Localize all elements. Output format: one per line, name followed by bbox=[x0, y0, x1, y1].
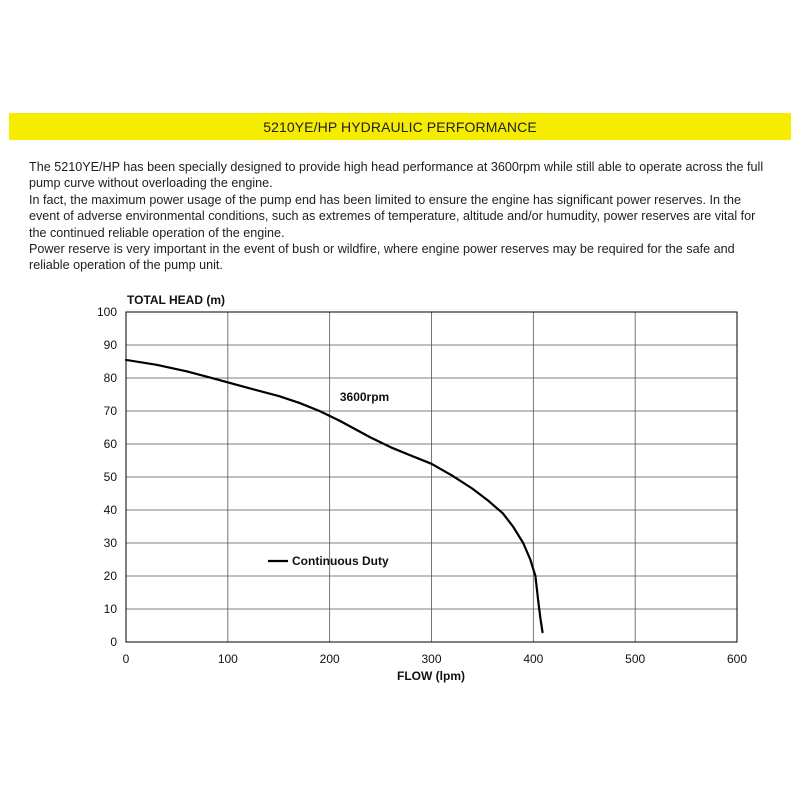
y-tick-label: 50 bbox=[103, 470, 117, 484]
x-tick-labels bbox=[123, 652, 748, 666]
y-axis-label: TOTAL HEAD (m) bbox=[127, 293, 225, 307]
banner-title: 5210YE/HP HYDRAULIC PERFORMANCE bbox=[263, 118, 537, 135]
description-paragraph-3: Power reserve is very important in the event of bush or wildfire, where engine power reserves may be required for the safe and reliable operation of the pump unit. bbox=[29, 242, 735, 273]
series-line-continuous-duty bbox=[126, 360, 543, 632]
description-paragraph-1: The 5210YE/HP has been specially designed to provide high head performance at 3600rpm while still able to operate across the full pump curve without overloading the engine. bbox=[29, 160, 764, 191]
y-tick-label: 10 bbox=[103, 602, 117, 616]
legend bbox=[268, 554, 389, 568]
y-tick-label: 30 bbox=[103, 536, 117, 550]
y-tick-labels bbox=[97, 305, 117, 649]
y-tick-label: 40 bbox=[103, 503, 117, 517]
x-tick-label: 600 bbox=[726, 652, 748, 666]
y-tick-label: 90 bbox=[103, 338, 117, 352]
chart-grid bbox=[126, 312, 737, 642]
y-tick-label: 20 bbox=[103, 569, 117, 583]
x-axis-label: FLOW (lpm) bbox=[397, 669, 465, 683]
annotation-3600rpm: 3600rpm bbox=[339, 390, 390, 405]
y-tick-label: 100 bbox=[96, 305, 117, 319]
x-tick-label: 300 bbox=[421, 652, 442, 666]
x-tick-label: 500 bbox=[625, 652, 646, 666]
y-tick-label: 70 bbox=[103, 404, 117, 418]
y-tick-label: 0 bbox=[110, 635, 117, 649]
x-tick-label: 200 bbox=[319, 652, 340, 666]
y-tick-label: 80 bbox=[103, 371, 117, 385]
x-tick-label: 0 bbox=[122, 652, 130, 666]
x-tick-label: 400 bbox=[523, 652, 544, 666]
description-paragraph-2: In fact, the maximum power usage of the pump end has been limited to ensure the engine has significant power reserves. In the event of adverse environmental conditions, such as extremes of temperature, altitude and/or humudity, power reserves are vital for the continued reliable operation of the engine. bbox=[29, 192, 756, 240]
legend-label: Continuous Duty bbox=[292, 554, 389, 568]
y-tick-label: 60 bbox=[103, 437, 117, 451]
x-tick-label: 100 bbox=[217, 652, 238, 666]
